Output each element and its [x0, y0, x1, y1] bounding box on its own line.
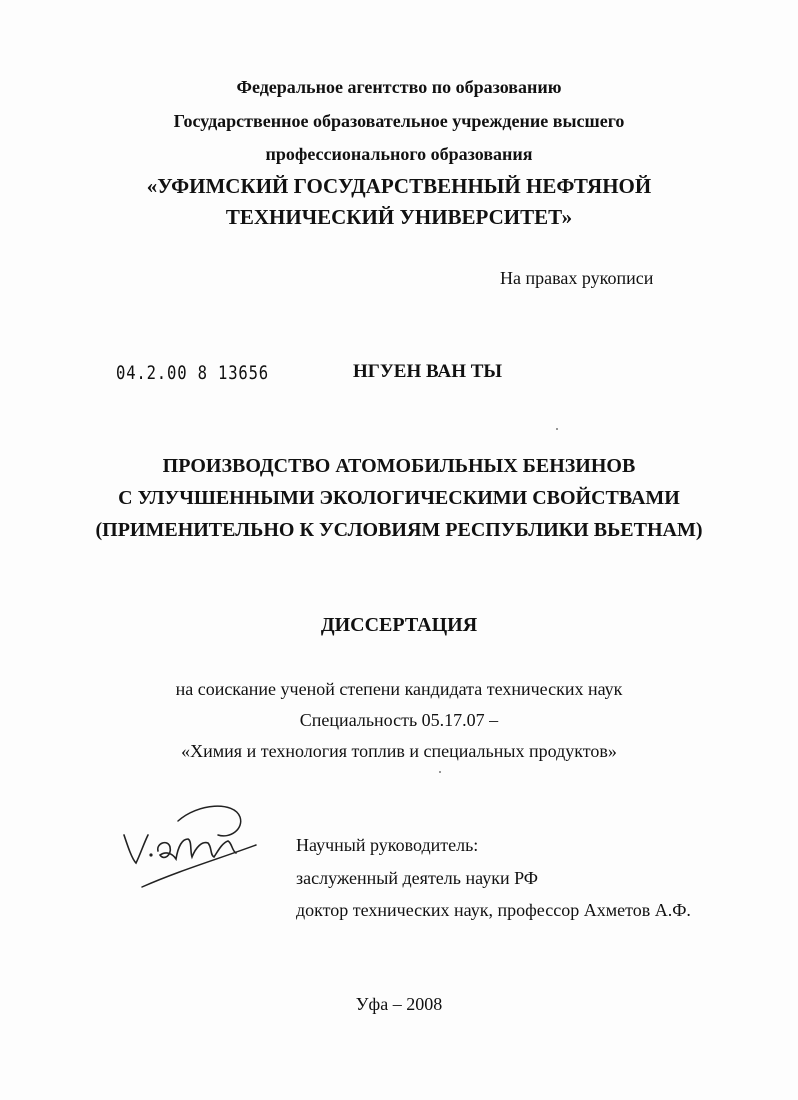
- supervisor-name: доктор технических наук, профессор Ахметов А.Ф.: [296, 900, 691, 920]
- document-type: ДИССЕРТАЦИЯ: [320, 614, 478, 636]
- institution-type-continued: профессионального образования: [265, 144, 533, 164]
- agency-name: Федеральное агентство по образованию: [236, 77, 562, 97]
- city-year: Уфа – 2008: [355, 994, 443, 1014]
- thesis-title-line1: ПРОИЗВОДСТВО АТОМОБИЛЬНЫХ БЕНЗИНОВ: [162, 455, 636, 477]
- degree-statement: на соискание ученой степени кандидата технических наук: [175, 679, 623, 699]
- specialty-name: «Химия и технология топлив и специальных продуктов»: [181, 741, 617, 761]
- institution-type: Государственное образовательное учреждение высшего: [173, 111, 625, 131]
- university-name-line1: «УФИМСКИЙ ГОСУДАРСТВЕННЫЙ НЕФТЯНОЙ: [146, 174, 652, 198]
- library-stamp-number: 04.2.00 8 13656: [116, 362, 270, 384]
- thesis-title-line3: (ПРИМЕНИТЕЛЬНО К УСЛОВИЯМ РЕСПУБЛИКИ ВЬЕТНАМ): [95, 519, 703, 541]
- university-name-line2: ТЕХНИЧЕСКИЙ УНИВЕРСИТЕТ»: [225, 205, 573, 229]
- manuscript-rights-note: На правах рукописи: [500, 268, 654, 288]
- author-name: НГУЕН ВАН ТЫ: [353, 361, 503, 382]
- supervisor-label: Научный руководитель:: [296, 835, 479, 855]
- specialty-code: Специальность 05.17.07 –: [299, 710, 499, 730]
- handwritten-signature: [118, 795, 258, 895]
- supervisor-title: заслуженный деятель науки РФ: [296, 868, 538, 888]
- thesis-title-line2: С УЛУЧШЕННЫМИ ЭКОЛОГИЧЕСКИМИ СВОЙСТВАМИ: [118, 487, 680, 509]
- scan-speck: [439, 771, 441, 773]
- scan-speck: [556, 428, 558, 430]
